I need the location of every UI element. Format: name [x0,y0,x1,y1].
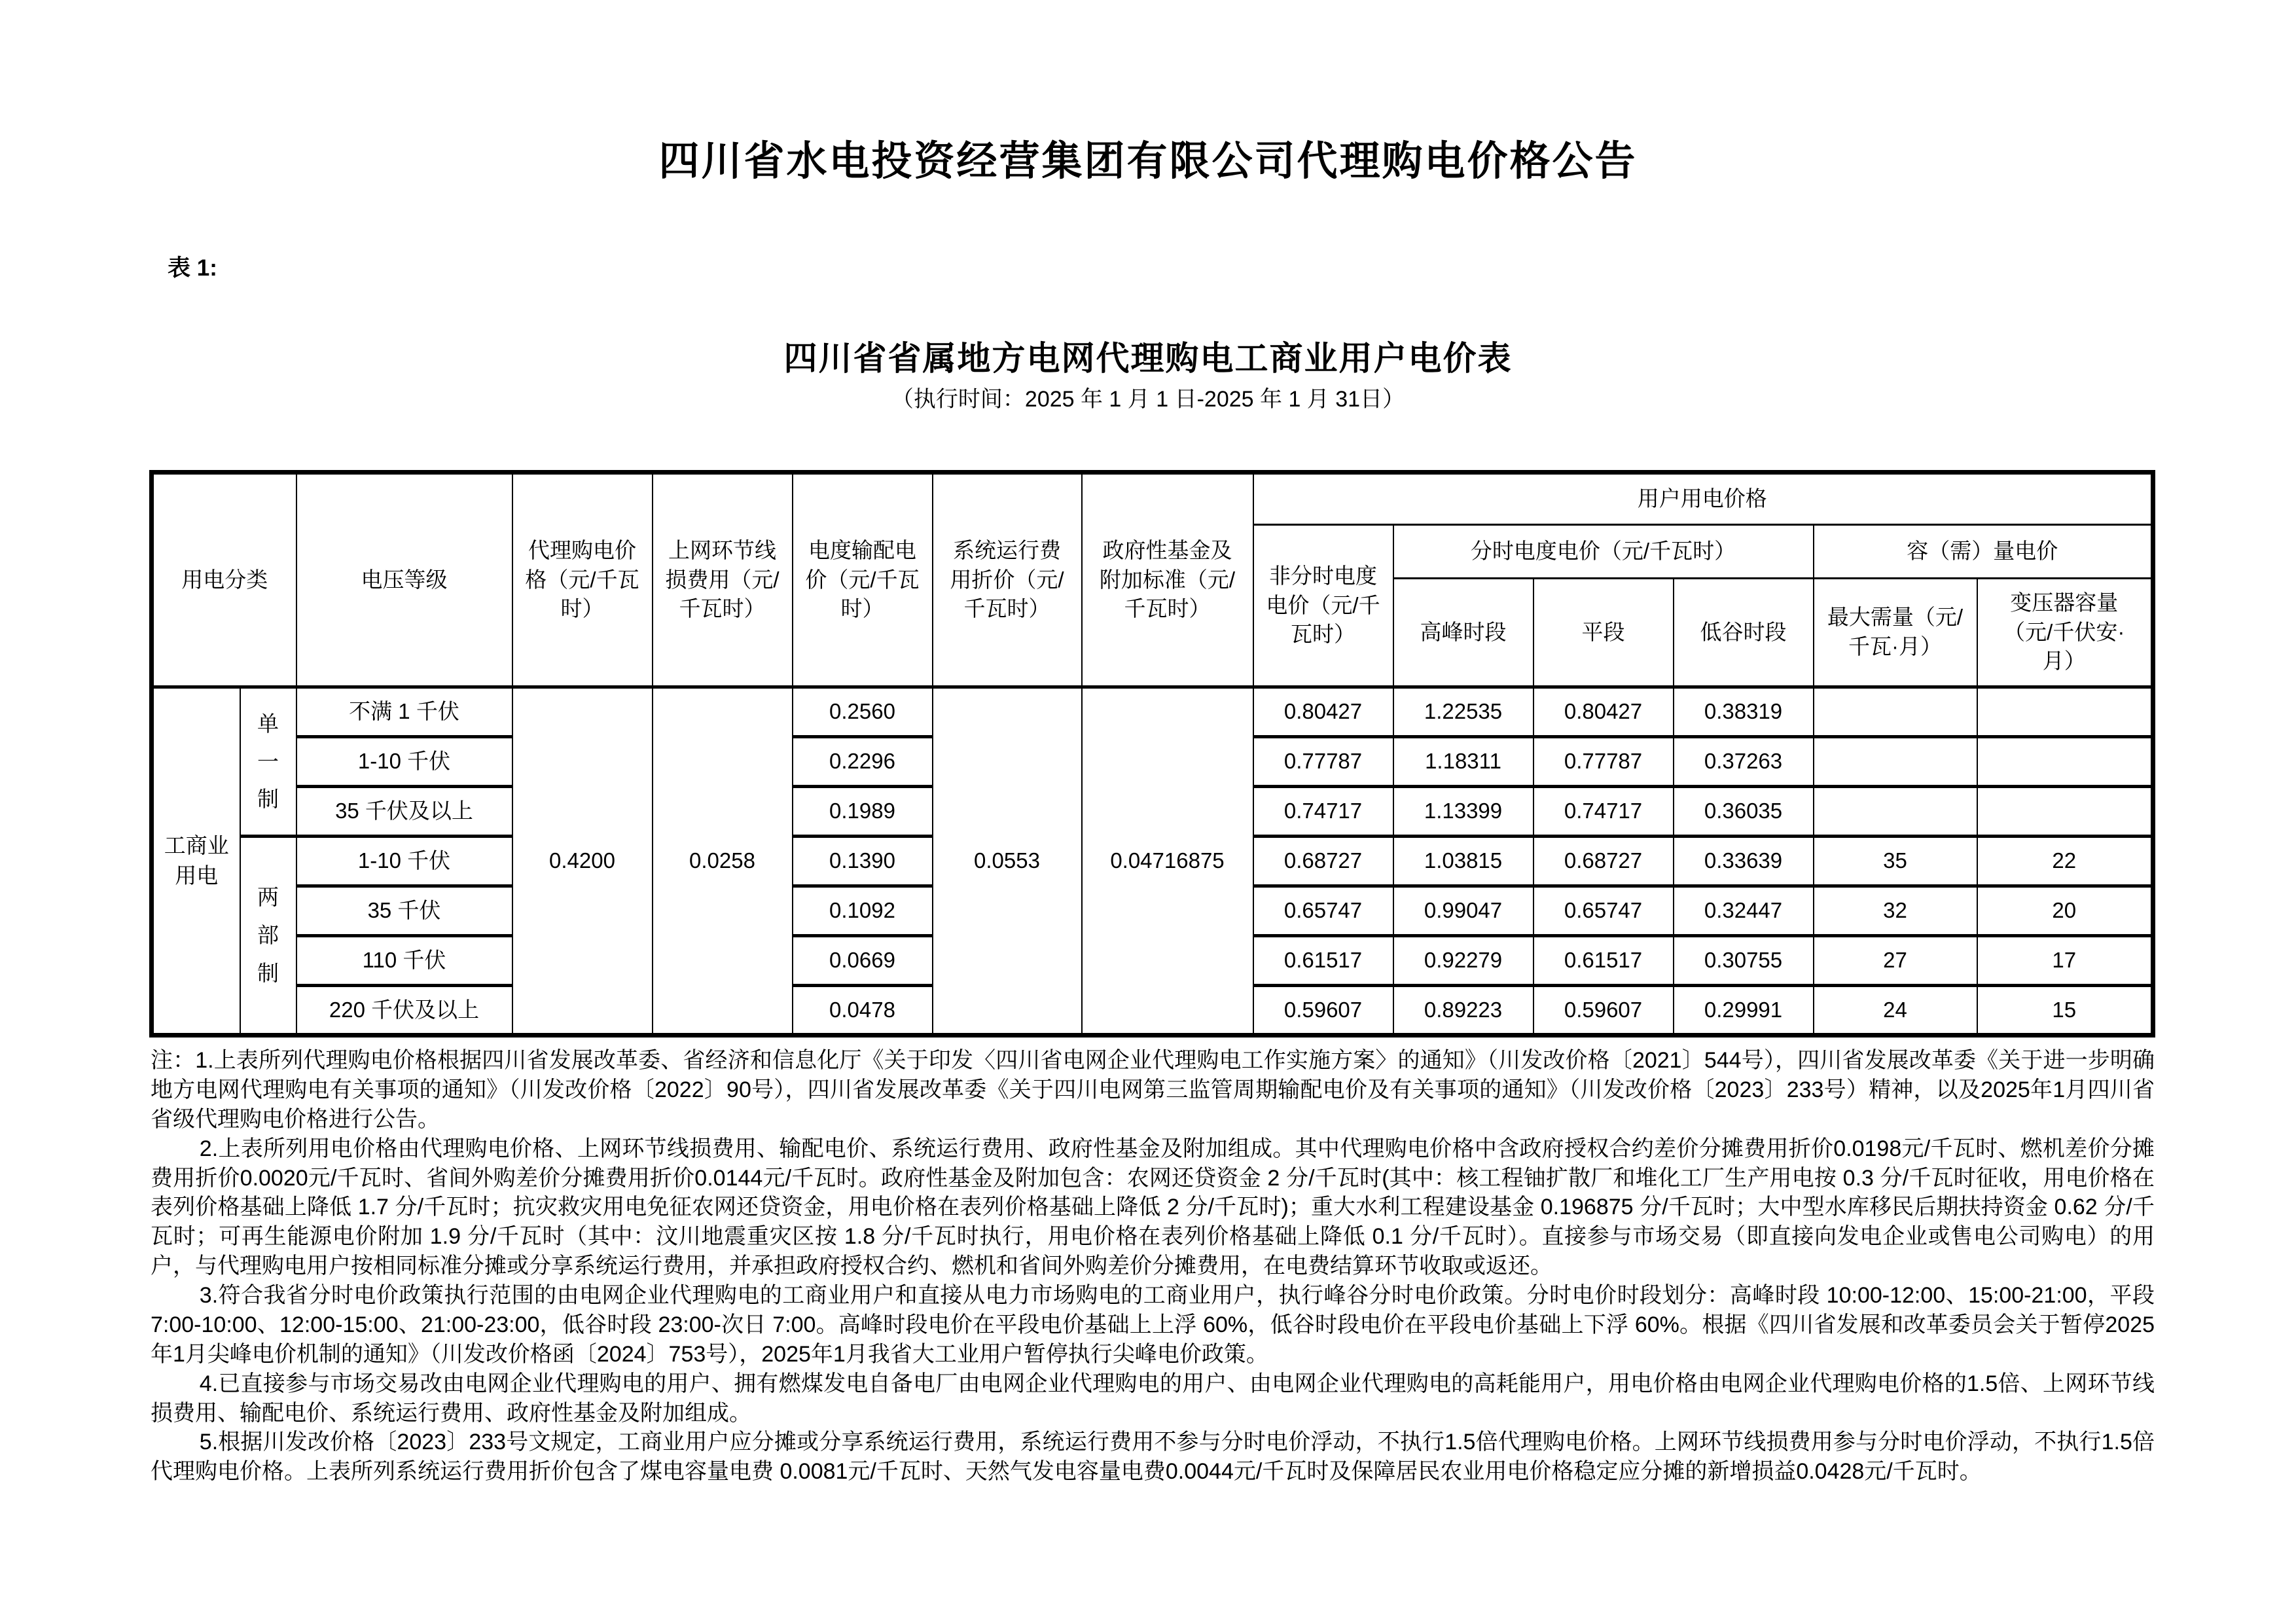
transformer-cell: 20 [1977,886,2153,936]
header-transformer: 变压器容量（元/千伏安·月） [1977,579,2153,687]
execution-period: （执行时间：2025 年 1 月 1 日-2025 年 1 月 31日） [891,387,1405,412]
usage-class-label: 工商业用电 [164,833,229,888]
voltage-cell: 1-10 千伏 [296,837,512,886]
note-3: 3.符合我省分时电价政策执行范围的由电网企业代理购电的工商业用户和直接从电力市场购电的工商业用户，执行峰谷分时电价政策。分时电价时段划分：高峰时段 10:00-12:00、15:00-21:00，平段 7:00-10:00、12:00-15:00、21:00-23:00，低谷时段 23:00-次日 7:00。高峰时段电价在平段电价基础上上浮 60%，低谷时段电价在平段电价基础上下浮 60%。根据《四川省发展和改革委员会关于暂停2025年1月尖峰电价机制的通知》（川发改价格函〔2024〕753号），2025年1月我省大工业用户暂停执行尖峰电价政策。 [151,1283,2155,1367]
transmission-price-cell: 0.1390 [793,837,933,886]
valley-cell: 0.30755 [1674,936,1814,986]
transformer-cell: 22 [1977,837,2153,886]
footnotes [151,1046,2155,1487]
transformer-cell [1977,687,2153,737]
header-capacity-group: 容（需）量电价 [1814,525,2153,579]
header-row-1 [152,473,2153,525]
note-2: 2.上表所列用电价格由代理购电价格、上网环节线损费用、输配电价、系统运行费用、政府性基金及附加组成。其中代理购电价格中含政府授权合约差价分摊费用折价0.0198元/千瓦时、燃机差价分摊费用折价0.0020元/千瓦时、省间外购差价分摊费用折价0.0144元/千瓦时。政府性基金及附加包含：农网还贷资金 2 分/千瓦时(其中：核工程铀扩散厂和堆化工厂生产用电按 0.3 分/千瓦时征收，用电价格在表列价格基础上降低 1.7 分/千瓦时；抗灾救灾用电免征农网还贷资金，用电价格在表列价格基础上降低 2 分/千瓦时)；重大水利工程建设基金 0.196875 分/千瓦时；大中型水库移民后期扶持资金 0.62 分/千瓦时；可再生能源电价附加 1.9 分/千瓦时（其中：汶川地震重灾区按 1.8 分/千瓦时执行，用电价格在表列价格基础上降低 0.1 分/千瓦时）。直接参与市场交易（即直接向发电企业或售电公司购电）的用户，与代理购电用户按相同标准分摊或分享系统运行费用，并承担政府授权合约、燃机和省间外购差价分摊费用，在电费结算环节收取或返还。 [151,1136,2155,1279]
usage-class-cell [152,687,240,1036]
non-tou-cell: 0.68727 [1253,837,1393,886]
valley-cell: 0.37263 [1674,737,1814,787]
note-1: 注：1.上表所列代理购电价格根据四川省发展改革委、省经济和信息化厅《关于印发〈四川省电网企业代理购电工作实施方案〉的通知》（川发改价格〔2021〕544号），四川省发展改革委《关于进一步明确地方电网代理购电有关事项的通知》（川发改价格〔2022〕90号），四川省发展改革委《关于四川电网第三监管周期输配电价及有关事项的通知》（川发改价格〔2023〕233号）精神，以及2025年1月四川省省级代理购电价格进行公告。 [151,1048,2155,1132]
two-part-label: 两部制 [257,885,279,985]
max-demand-cell: 32 [1814,886,1977,936]
max-demand-cell [1814,787,1977,837]
table-label: 表 1: [168,255,217,281]
header-agency-price: 代理购电价格（元/千瓦时） [512,473,653,687]
single-part-label: 单一制 [257,711,279,812]
header-gov-fund: 政府性基金及附加标准（元/千瓦时） [1082,473,1253,687]
line-loss-cell: 0.0258 [653,687,793,1036]
note-4: 4.已直接参与市场交易改由电网企业代理购电的用户、拥有燃煤发电自备电厂由电网企业代理购电的用户、由电网企业代理购电的高耗能用户，用电价格由电网企业代理购电价格的1.5倍、上网环节线损费用、输配电价、系统运行费用、政府性基金及附加组成。 [151,1371,2155,1426]
peak-cell: 0.89223 [1393,986,1534,1036]
transmission-price-cell: 0.2296 [793,737,933,787]
transformer-cell [1977,737,2153,787]
transformer-cell: 17 [1977,936,2153,986]
note-5: 5.根据川发改价格〔2023〕233号文规定，工商业用户应分摊或分享系统运行费用，系统运行费用不参与分时电价浮动，不执行1.5倍代理购电价格。上网环节线损费用参与分时电价浮动，不执行1.5倍代理购电价格。上表所列系统运行费用折价包含了煤电容量电费 0.0081元/千瓦时、天然气发电容量电费0.0044元/千瓦时及保障居民农业用电价格稳定应分摊的新增损益0.0428元/千瓦时。 [151,1430,2155,1485]
non-tou-cell: 0.80427 [1253,687,1393,737]
valley-cell: 0.33639 [1674,837,1814,886]
header-non-tou-price: 非分时电度电价（元/千瓦时） [1253,525,1393,687]
voltage-cell: 1-10 千伏 [296,737,512,787]
non-tou-cell: 0.77787 [1253,737,1393,787]
flat-cell: 0.61517 [1534,936,1674,986]
header-max-demand: 最大需量（元/千瓦·月） [1814,579,1977,687]
gov-fund-cell: 0.04716875 [1082,687,1253,1036]
transformer-cell [1977,787,2153,837]
peak-cell: 1.22535 [1393,687,1534,737]
header-voltage-level: 电压等级 [296,473,512,687]
transmission-price-cell: 0.2560 [793,687,933,737]
transmission-price-cell: 0.0478 [793,986,933,1036]
table-title: 四川省省属地方电网代理购电工商业用户电价表 [783,340,1513,377]
peak-cell: 1.03815 [1393,837,1534,886]
header-flat: 平段 [1534,579,1674,687]
flat-cell: 0.59607 [1534,986,1674,1036]
two-part-cell [240,837,296,1036]
header-transmission-price: 电度输配电价（元/千瓦时） [793,473,933,687]
voltage-cell: 35 千伏及以上 [296,787,512,837]
flat-cell: 0.68727 [1534,837,1674,886]
flat-cell: 0.77787 [1534,737,1674,787]
peak-cell: 1.18311 [1393,737,1534,787]
max-demand-cell: 35 [1814,837,1977,886]
voltage-cell: 不满 1 千伏 [296,687,512,737]
peak-cell: 0.92279 [1393,936,1534,986]
system-operation-cell: 0.0553 [933,687,1082,1036]
header-user-price-group: 用户用电价格 [1253,473,2153,525]
peak-cell: 0.99047 [1393,886,1534,936]
flat-cell: 0.65747 [1534,886,1674,936]
flat-cell: 0.80427 [1534,687,1674,737]
header-line-loss: 上网环节线损费用（元/千瓦时） [653,473,793,687]
flat-cell: 0.74717 [1534,787,1674,837]
header-usage-class: 用电分类 [152,473,296,687]
non-tou-cell: 0.59607 [1253,986,1393,1036]
valley-cell: 0.36035 [1674,787,1814,837]
header-tou-group: 分时电度电价（元/千瓦时） [1393,525,1814,579]
non-tou-cell: 0.74717 [1253,787,1393,837]
voltage-cell: 220 千伏及以上 [296,986,512,1036]
price-table [149,470,2155,1038]
single-part-cell [240,687,296,837]
page-title: 四川省水电投资经营集团有限公司代理购电价格公告 [658,139,1638,184]
max-demand-cell [1814,687,1977,737]
transformer-cell: 15 [1977,986,2153,1036]
max-demand-cell: 27 [1814,936,1977,986]
valley-cell: 0.32447 [1674,886,1814,936]
transmission-price-cell: 0.1989 [793,787,933,837]
non-tou-cell: 0.65747 [1253,886,1393,936]
transmission-price-cell: 0.0669 [793,936,933,986]
max-demand-cell [1814,737,1977,787]
peak-cell: 1.13399 [1393,787,1534,837]
voltage-cell: 110 千伏 [296,936,512,986]
header-peak: 高峰时段 [1393,579,1534,687]
valley-cell: 0.29991 [1674,986,1814,1036]
agency-price-cell: 0.4200 [512,687,653,1036]
valley-cell: 0.38319 [1674,687,1814,737]
table-row [152,687,2153,737]
header-valley: 低谷时段 [1674,579,1814,687]
non-tou-cell: 0.61517 [1253,936,1393,986]
transmission-price-cell: 0.1092 [793,886,933,936]
max-demand-cell: 24 [1814,986,1977,1036]
voltage-cell: 35 千伏 [296,886,512,936]
header-system-operation: 系统运行费用折价（元/千瓦时） [933,473,1082,687]
